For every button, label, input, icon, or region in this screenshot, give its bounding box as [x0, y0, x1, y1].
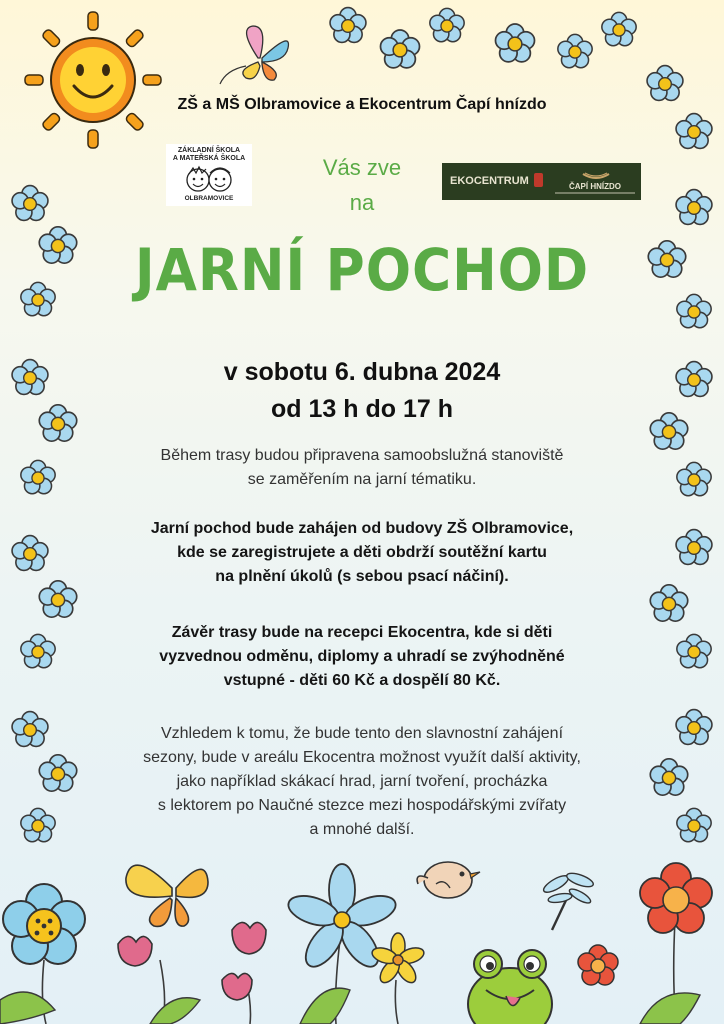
ekocentrum-logo — [442, 163, 641, 200]
paragraph-line: jako například skákací hrad, jarní tvoření, procházka — [176, 773, 548, 790]
paragraph-stations — [0, 444, 724, 492]
paragraph-start — [0, 517, 724, 589]
school-logo-line: ZÁKLADNÍ ŠKOLA — [177, 147, 241, 154]
paragraph-line: sezony, bude v areálu Ekocentra možnost využít další aktivity, — [143, 749, 581, 766]
school-logo-line: A MATEŘSKÁ ŠKOLA — [172, 155, 246, 162]
ekocentrum-label: EKOCENTRUM — [450, 175, 529, 187]
paragraph-line: se zaměřením na jarní tématiku. — [247, 471, 477, 488]
butterfly-icon — [220, 26, 288, 84]
butterfly-icon — [126, 865, 208, 926]
invite-text — [262, 150, 462, 220]
paragraph-line: Během trasy budou připravena samoobslužná stanoviště — [160, 447, 564, 464]
school-logo — [166, 144, 252, 206]
bird-icon — [417, 862, 480, 898]
paragraph-line: Jarní pochod bude zahájen od budovy ZŠ Olbramovice, — [150, 520, 574, 537]
event-datetime — [0, 354, 724, 428]
paragraph-line: Závěr trasy bude na recepci Ekocentra, kde si děti — [171, 624, 553, 641]
invite-line: na — [349, 190, 375, 215]
capi-hnizdo-label: ČAPÍ HNÍZDO — [569, 182, 621, 191]
paragraph-line: kde se zaregistrujete a děti obdrží soutěžní kartu — [177, 544, 547, 561]
paragraph-finish — [0, 621, 724, 693]
frog-icon — [468, 950, 552, 1024]
logo-divider — [555, 192, 635, 194]
paragraph-line: Vzhledem k tomu, že bude tento den slavnostní zahájení — [160, 725, 564, 742]
paragraph-activities — [0, 722, 724, 842]
stork-icon — [534, 173, 543, 187]
dragonfly-icon — [541, 871, 594, 930]
school-logo-name: OLBRAMOVICE — [184, 195, 234, 202]
organizers-line: ZŠ a MŠ Olbramovice a Ekocentrum Čapí hnízdo — [177, 96, 547, 113]
paragraph-line: vstupné - děti 60 Kč a dospělí 80 Kč. — [223, 672, 501, 689]
paragraph-line: vyzvednou odměnu, diplomy a uhradí se zvýhodněné — [159, 648, 565, 665]
bottom-garden — [0, 862, 712, 1024]
children-faces-icon — [184, 164, 234, 194]
paragraph-line: a mnohé další. — [309, 821, 415, 838]
event-date: v sobotu 6. dubna 2024 — [223, 358, 501, 386]
sun-icon — [25, 12, 161, 148]
event-time: od 13 h do 17 h — [271, 395, 453, 423]
nest-icon — [582, 170, 610, 180]
invite-line: Vás zve — [322, 155, 402, 180]
event-title: JARNÍ POCHOD — [134, 236, 590, 304]
paragraph-line: na plnění úkolů (s sebou psací náčiní). — [215, 568, 509, 585]
paragraph-line: s lektorem po Naučné stezce mezi hospodářskými zvířaty — [157, 797, 567, 814]
